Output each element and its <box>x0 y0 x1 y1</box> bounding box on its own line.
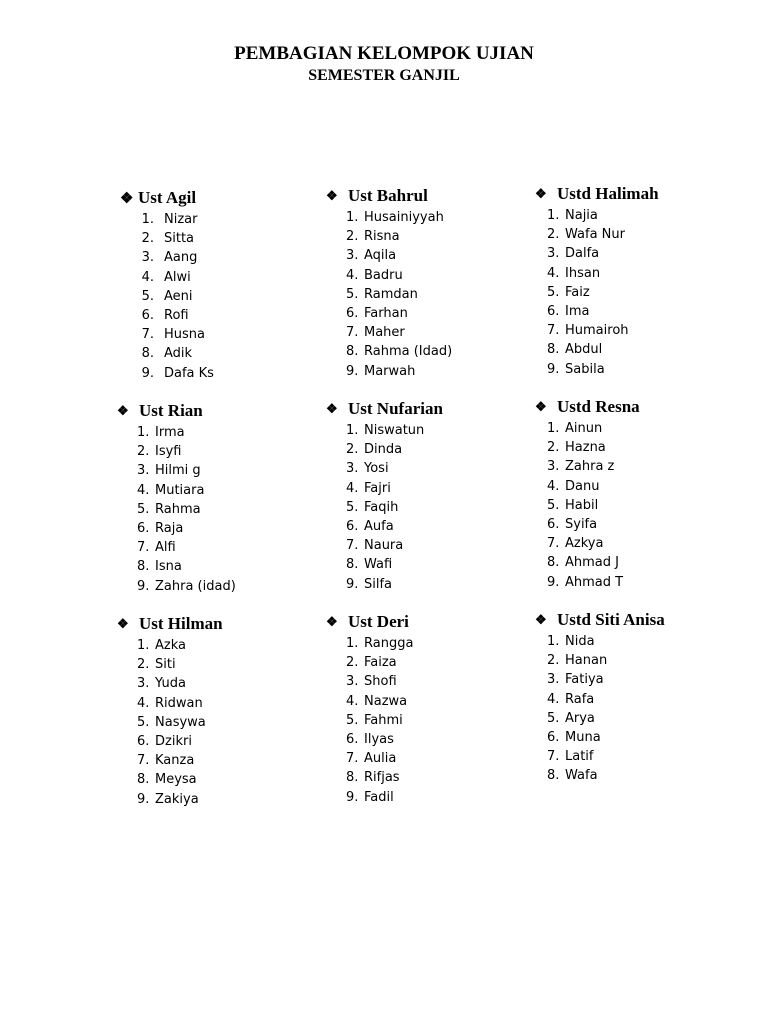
member-name: Alwi <box>164 269 191 285</box>
list-number: 1. <box>547 634 560 649</box>
list-number: 4. <box>137 482 150 498</box>
list-item <box>346 246 526 265</box>
list-number: 7. <box>137 753 150 769</box>
member-name: Badru <box>364 267 403 283</box>
list-number: 6. <box>547 516 560 532</box>
group-name: Ust Hilman <box>139 614 223 633</box>
list-number: 3. <box>141 250 154 266</box>
member-name: Husainiyyah <box>364 210 444 225</box>
list-number: 6. <box>547 729 560 745</box>
list-item <box>137 770 317 789</box>
member-name: Azka <box>155 638 186 653</box>
group-name: Ust Deri <box>348 612 409 631</box>
list-item <box>140 364 320 383</box>
diamond-bullet-icon: ❖ <box>117 403 129 418</box>
list-item <box>547 690 735 709</box>
member-name: Yosi <box>364 461 389 477</box>
list-item <box>346 653 526 672</box>
list-number: 3. <box>547 246 560 262</box>
list-number: 7. <box>547 749 560 765</box>
list-item <box>137 481 317 500</box>
member-name: Isna <box>155 559 182 575</box>
list-number: 2. <box>137 444 150 460</box>
member-name: Faiz <box>565 284 590 300</box>
list-item <box>346 768 526 787</box>
list-number: 9. <box>137 791 150 807</box>
list-item <box>547 632 735 651</box>
member-name: Niswatun <box>364 423 425 438</box>
member-list <box>140 210 320 383</box>
list-item <box>547 747 735 766</box>
group-heading <box>120 186 320 210</box>
member-name: Humairoh <box>565 323 629 339</box>
member-name: Arya <box>565 710 595 726</box>
list-item <box>137 790 317 809</box>
member-name: Shofi <box>364 674 397 690</box>
member-name: Syifa <box>565 516 598 532</box>
member-name: Nizar <box>164 212 198 227</box>
list-item <box>346 208 526 227</box>
list-item <box>547 225 735 244</box>
list-number: 4. <box>346 480 359 496</box>
group-4 <box>117 399 317 596</box>
member-name: Husna <box>164 327 205 343</box>
member-name: Adik <box>164 346 193 362</box>
member-name: Rifjas <box>364 770 400 786</box>
member-name: Alfi <box>155 540 176 556</box>
member-name: Zakiya <box>155 791 199 807</box>
list-item <box>137 500 317 519</box>
list-number: 2. <box>346 442 359 458</box>
list-number: 2. <box>547 440 560 456</box>
list-number: 6. <box>137 733 150 749</box>
list-item <box>346 285 526 304</box>
list-item <box>137 519 317 538</box>
member-name: Faqih <box>364 499 399 515</box>
member-name: Raja <box>155 520 184 536</box>
list-item <box>547 360 735 379</box>
list-number: 8. <box>547 555 560 571</box>
list-number: 5. <box>137 714 150 730</box>
member-name: Wafa <box>565 768 598 784</box>
list-item <box>137 538 317 557</box>
member-name: Ramdan <box>364 286 418 302</box>
list-item <box>346 711 526 730</box>
list-item <box>346 342 526 361</box>
diamond-bullet-icon: ❖ <box>326 188 338 203</box>
list-number: 4. <box>346 267 359 283</box>
diamond-bullet-icon: ❖ <box>535 186 547 201</box>
group-name: Ust Agil <box>138 188 197 207</box>
list-number: 2. <box>137 657 150 673</box>
member-name: Abdul <box>565 342 603 358</box>
list-number: 5. <box>547 284 560 300</box>
member-name: Dalfa <box>565 246 600 262</box>
list-item <box>140 210 320 229</box>
member-list <box>137 423 317 596</box>
group-1 <box>120 186 320 383</box>
group-heading <box>535 395 735 419</box>
group-name: Ust Bahrul <box>348 186 428 205</box>
member-name: Aeni <box>164 288 193 304</box>
list-item <box>140 248 320 267</box>
group-name: Ust Rian <box>139 401 203 420</box>
group-name: Ustd Resna <box>557 397 640 416</box>
list-number: 8. <box>346 770 359 786</box>
list-number: 1. <box>547 421 560 436</box>
list-number: 7. <box>346 751 359 767</box>
member-name: Farhan <box>364 305 408 321</box>
list-number: 9. <box>141 365 154 381</box>
list-number: 2. <box>346 229 359 245</box>
group-2 <box>326 184 526 381</box>
list-number: 8. <box>547 342 560 358</box>
member-name: Naura <box>364 538 404 554</box>
list-item <box>547 709 735 728</box>
member-list <box>547 206 735 379</box>
member-name: Faiza <box>364 655 397 671</box>
member-name: Zahra z <box>565 459 615 475</box>
group-name: Ustd Siti Anisa <box>557 610 665 629</box>
list-item <box>137 713 317 732</box>
list-number: 9. <box>346 576 359 592</box>
member-list <box>346 634 526 807</box>
list-number: 7. <box>141 327 154 343</box>
member-name: Fajri <box>364 480 391 496</box>
member-name: Ridwan <box>155 695 203 711</box>
list-item <box>137 577 317 596</box>
list-item <box>346 498 526 517</box>
list-number: 1. <box>141 212 154 227</box>
member-name: Sitta <box>164 231 195 247</box>
list-item <box>137 655 317 674</box>
list-number: 6. <box>141 307 154 323</box>
list-number: 6. <box>137 520 150 536</box>
list-number: 1. <box>547 208 560 223</box>
list-number: 9. <box>346 363 359 379</box>
list-number: 1. <box>137 425 150 440</box>
group-heading <box>326 610 526 634</box>
member-name: Hilmi g <box>155 463 201 479</box>
member-name: Ainun <box>565 421 603 436</box>
member-name: Silfa <box>364 576 393 592</box>
list-item <box>137 732 317 751</box>
document-subtitle: SEMESTER GANJIL <box>308 67 460 84</box>
list-item <box>547 670 735 689</box>
list-number: 6. <box>346 518 359 534</box>
diamond-bullet-icon: ❖ <box>120 190 134 207</box>
list-number: 6. <box>547 303 560 319</box>
member-name: Hazna <box>565 440 606 456</box>
list-number: 7. <box>137 540 150 556</box>
list-item <box>547 321 735 340</box>
member-name: Danu <box>565 478 600 494</box>
list-number: 7. <box>547 536 560 552</box>
member-name: Najia <box>565 208 598 223</box>
list-number: 3. <box>137 676 150 692</box>
list-item <box>140 325 320 344</box>
group-heading <box>535 608 735 632</box>
member-name: Ihsan <box>565 265 601 281</box>
list-item <box>346 575 526 594</box>
list-item <box>547 244 735 263</box>
list-number: 9. <box>547 574 560 590</box>
member-list <box>346 208 526 381</box>
document-title: PEMBAGIAN KELOMPOK UJIAN <box>234 43 534 64</box>
list-number: 8. <box>346 344 359 360</box>
list-item <box>346 517 526 536</box>
member-name: Ilyas <box>364 731 394 747</box>
list-number: 6. <box>346 305 359 321</box>
member-name: Dzikri <box>155 733 192 749</box>
member-name: Fahmi <box>364 712 403 728</box>
list-item <box>346 440 526 459</box>
list-item <box>547 206 735 225</box>
member-name: Wafi <box>364 557 393 573</box>
document-header <box>0 42 768 86</box>
list-item <box>140 287 320 306</box>
list-item <box>140 268 320 287</box>
group-7 <box>117 612 317 809</box>
group-heading <box>117 399 317 423</box>
list-item <box>547 496 735 515</box>
member-name: Habil <box>565 497 599 513</box>
list-item <box>346 323 526 342</box>
member-name: Irma <box>155 425 185 440</box>
member-name: Ahmad T <box>565 574 624 590</box>
group-8 <box>326 610 526 807</box>
member-name: Nazwa <box>364 693 408 709</box>
list-number: 8. <box>137 772 150 788</box>
list-number: 3. <box>346 248 359 264</box>
member-name: Azkya <box>565 536 604 552</box>
list-number: 8. <box>137 559 150 575</box>
list-item <box>137 423 317 442</box>
list-item <box>137 442 317 461</box>
member-name: Rofi <box>164 307 189 323</box>
member-name: Marwah <box>364 363 416 379</box>
list-item <box>547 457 735 476</box>
list-item <box>346 788 526 807</box>
member-list <box>547 419 735 592</box>
list-number: 5. <box>346 712 359 728</box>
list-item <box>346 730 526 749</box>
member-name: Aang <box>164 250 198 266</box>
group-heading <box>326 397 526 421</box>
list-item <box>346 555 526 574</box>
group-name: Ust Nufarian <box>348 399 443 418</box>
list-item <box>547 477 735 496</box>
list-number: 9. <box>137 578 150 594</box>
list-number: 3. <box>346 461 359 477</box>
member-name: Fatiya <box>565 672 604 688</box>
list-item <box>547 573 735 592</box>
list-item <box>547 283 735 302</box>
member-name: Sabila <box>565 361 605 377</box>
member-name: Ahmad J <box>565 555 619 571</box>
list-item <box>346 672 526 691</box>
list-item <box>140 229 320 248</box>
list-number: 3. <box>346 674 359 690</box>
member-list <box>137 636 317 809</box>
list-item <box>547 515 735 534</box>
list-item <box>346 421 526 440</box>
member-name: Risna <box>364 229 400 245</box>
member-name: Ima <box>565 303 590 319</box>
list-number: 8. <box>141 346 154 362</box>
member-name: Muna <box>565 729 601 745</box>
group-heading <box>117 612 317 636</box>
list-item <box>137 694 317 713</box>
list-item <box>547 651 735 670</box>
list-number: 5. <box>346 286 359 302</box>
member-name: Meysa <box>155 772 197 788</box>
member-name: Rafa <box>565 691 595 707</box>
list-number: 4. <box>547 478 560 494</box>
list-item <box>547 419 735 438</box>
member-name: Mutiara <box>155 482 205 498</box>
list-number: 9. <box>547 361 560 377</box>
group-9 <box>535 608 735 786</box>
list-item <box>547 534 735 553</box>
list-item <box>346 692 526 711</box>
list-number: 4. <box>141 269 154 285</box>
list-number: 3. <box>547 459 560 475</box>
list-item <box>137 557 317 576</box>
member-name: Dinda <box>364 442 403 458</box>
list-number: 2. <box>141 231 154 247</box>
group-5 <box>326 397 526 594</box>
diamond-bullet-icon: ❖ <box>117 616 129 631</box>
list-item <box>346 266 526 285</box>
list-item <box>137 674 317 693</box>
diamond-bullet-icon: ❖ <box>535 399 547 414</box>
diamond-bullet-icon: ❖ <box>326 614 338 629</box>
list-number: 1. <box>137 638 150 653</box>
list-number: 5. <box>137 501 150 517</box>
list-number: 2. <box>346 655 359 671</box>
member-name: Maher <box>364 325 405 341</box>
group-heading <box>326 184 526 208</box>
member-list <box>346 421 526 594</box>
list-number: 1. <box>346 636 359 651</box>
member-name: Aulia <box>364 751 397 767</box>
group-6 <box>535 395 735 592</box>
member-name: Rahma (Idad) <box>364 344 453 360</box>
member-name: Kanza <box>155 753 195 769</box>
list-number: 5. <box>547 710 560 726</box>
list-number: 2. <box>547 653 560 669</box>
list-item <box>547 302 735 321</box>
list-number: 5. <box>346 499 359 515</box>
list-item <box>346 634 526 653</box>
list-number: 4. <box>547 691 560 707</box>
list-item <box>547 553 735 572</box>
list-item <box>547 728 735 747</box>
list-item <box>346 479 526 498</box>
member-list <box>547 632 735 786</box>
diamond-bullet-icon: ❖ <box>326 401 338 416</box>
list-number: 8. <box>547 768 560 784</box>
list-item <box>547 340 735 359</box>
list-number: 3. <box>137 463 150 479</box>
group-name: Ustd Halimah <box>557 184 659 203</box>
member-name: Yuda <box>155 676 186 692</box>
list-item <box>137 461 317 480</box>
member-name: Fadil <box>364 789 394 805</box>
member-name: Isyfi <box>155 444 182 460</box>
list-number: 8. <box>346 557 359 573</box>
group-3 <box>535 182 735 379</box>
list-number: 5. <box>547 497 560 513</box>
group-heading <box>535 182 735 206</box>
list-number: 2. <box>547 227 560 243</box>
list-number: 6. <box>346 731 359 747</box>
member-name: Aufa <box>364 518 394 534</box>
list-number: 7. <box>346 325 359 341</box>
diamond-bullet-icon: ❖ <box>535 612 547 627</box>
list-item <box>140 344 320 363</box>
list-item <box>346 459 526 478</box>
member-name: Rahma <box>155 501 201 517</box>
list-number: 1. <box>346 423 359 438</box>
member-name: Latif <box>565 749 594 765</box>
list-number: 1. <box>346 210 359 225</box>
list-number: 4. <box>547 265 560 281</box>
list-item <box>547 264 735 283</box>
member-name: Hanan <box>565 653 608 669</box>
list-number: 4. <box>346 693 359 709</box>
member-name: Siti <box>155 657 176 673</box>
list-item <box>137 751 317 770</box>
list-number: 7. <box>346 538 359 554</box>
member-name: Zahra (idad) <box>155 578 236 594</box>
list-item <box>140 306 320 325</box>
list-item <box>547 766 735 785</box>
list-item <box>346 749 526 768</box>
list-item <box>346 536 526 555</box>
list-number: 4. <box>137 695 150 711</box>
list-item <box>346 227 526 246</box>
list-number: 9. <box>346 789 359 805</box>
list-number: 5. <box>141 288 154 304</box>
member-name: Wafa Nur <box>565 227 625 243</box>
list-item <box>346 362 526 381</box>
member-name: Nida <box>565 634 595 649</box>
list-item <box>346 304 526 323</box>
list-item <box>137 636 317 655</box>
member-name: Dafa Ks <box>164 365 214 381</box>
list-number: 7. <box>547 323 560 339</box>
list-number: 3. <box>547 672 560 688</box>
member-name: Aqila <box>364 248 397 264</box>
member-name: Rangga <box>364 636 414 651</box>
list-item <box>547 438 735 457</box>
member-name: Nasywa <box>155 714 206 730</box>
